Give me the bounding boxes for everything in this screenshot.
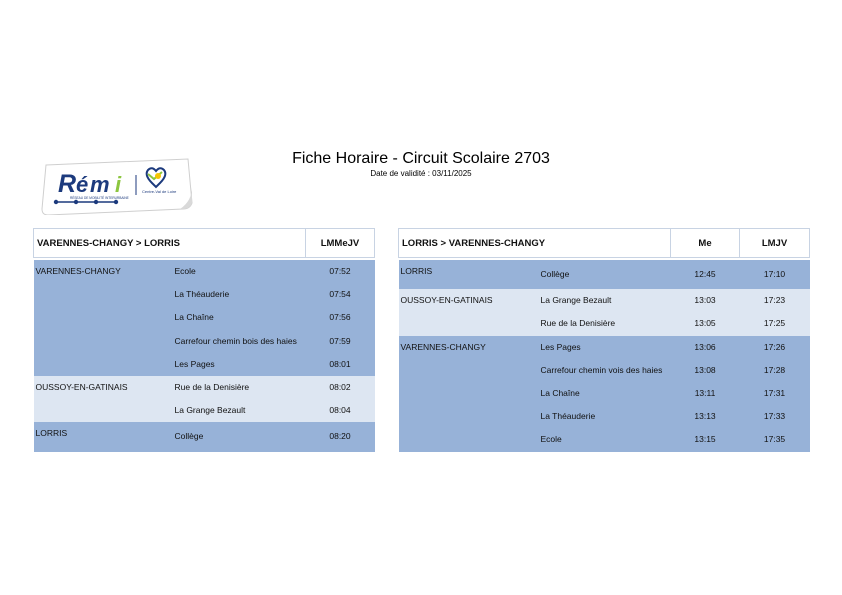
- departure-time-me: 12:45: [671, 260, 740, 289]
- departure-time-lmjv: 17:10: [740, 260, 810, 289]
- departure-time: 07:52: [306, 260, 375, 283]
- departure-time-me: 13:08: [671, 359, 740, 382]
- departure-time: 07:56: [306, 306, 375, 329]
- departure-time: 08:20: [306, 422, 375, 451]
- route-header: VARENNES-CHANGY > LORRIS: [34, 229, 306, 258]
- departure-time-lmjv: 17:23: [740, 289, 810, 312]
- city-name: VARENNES-CHANGY: [399, 336, 535, 452]
- timetable-outbound: [33, 228, 375, 452]
- stop-name: Ecole: [169, 260, 306, 283]
- validity-date: Date de validité : 03/11/2025: [370, 169, 472, 178]
- departure-time-me: 13:03: [671, 289, 740, 312]
- departure-time-lmjv: 17:31: [740, 382, 810, 405]
- stop-name: La Théauderie: [535, 405, 671, 428]
- svg-text:m: m: [90, 172, 110, 197]
- departure-time: 08:02: [306, 376, 375, 399]
- stop-name: La Théauderie: [169, 283, 306, 306]
- page-title: Fiche Horaire - Circuit Scolaire 2703: [292, 150, 550, 167]
- stop-name: Carrefour chemin vois des haies: [535, 359, 671, 382]
- departure-time-me: 13:05: [671, 312, 740, 335]
- city-name: OUSSOY-EN-GATINAIS: [34, 376, 169, 422]
- departure-time: 08:01: [306, 353, 375, 376]
- departure-time-me: 13:06: [671, 336, 740, 359]
- table-row: [399, 289, 810, 312]
- departure-time: 07:59: [306, 330, 375, 353]
- stop-name: La Grange Bezault: [169, 399, 306, 422]
- day-header-wednesday: Me: [671, 229, 740, 258]
- svg-text:RÉSEAU DE MOBILITÉ INTERURBAIN: RÉSEAU DE MOBILITÉ INTERURBAINE: [70, 196, 129, 200]
- stop-name: Collège: [535, 260, 671, 289]
- stop-name: Collège: [169, 422, 306, 451]
- timetable-return: [398, 228, 810, 452]
- departure-time-me: 13:13: [671, 405, 740, 428]
- day-header-weekdays: LMJV: [740, 229, 810, 258]
- table-row: [34, 422, 375, 451]
- svg-text:R: R: [58, 170, 77, 198]
- stop-name: Ecole: [535, 428, 671, 451]
- stop-name: La Chaîne: [169, 306, 306, 329]
- departure-time-lmjv: 17:35: [740, 428, 810, 451]
- day-header: LMMeJV: [306, 229, 375, 258]
- stop-name: La Chaîne: [535, 382, 671, 405]
- departure-time-lmjv: 17:25: [740, 312, 810, 335]
- city-name: LORRIS: [34, 422, 169, 451]
- table-row: [399, 336, 810, 359]
- table-header: [399, 229, 810, 258]
- svg-text:Centre-Val de Loire: Centre-Val de Loire: [142, 189, 177, 194]
- departure-time-lmjv: 17:28: [740, 359, 810, 382]
- city-name: OUSSOY-EN-GATINAIS: [399, 289, 535, 335]
- stop-name: Rue de la Denisière: [169, 376, 306, 399]
- svg-text:i: i: [115, 172, 122, 197]
- city-name: LORRIS: [399, 260, 535, 289]
- departure-time: 07:54: [306, 283, 375, 306]
- departure-time-me: 13:11: [671, 382, 740, 405]
- departure-time-lmjv: 17:26: [740, 336, 810, 359]
- stop-name: Les Pages: [535, 336, 671, 359]
- departure-time-me: 13:15: [671, 428, 740, 451]
- table-header: [34, 229, 375, 258]
- stop-name: Carrefour chemin bois des haies: [169, 330, 306, 353]
- table-row: [399, 260, 810, 289]
- svg-text:é: é: [76, 172, 89, 197]
- table-row: [34, 260, 375, 283]
- departure-time-lmjv: 17:33: [740, 405, 810, 428]
- route-header: LORRIS > VARENNES-CHANGY: [399, 229, 671, 258]
- departure-time: 08:04: [306, 399, 375, 422]
- stop-name: Rue de la Denisière: [535, 312, 671, 335]
- city-name: VARENNES-CHANGY: [34, 260, 169, 376]
- stop-name: Les Pages: [169, 353, 306, 376]
- stop-name: La Grange Bezault: [535, 289, 671, 312]
- table-row: [34, 376, 375, 399]
